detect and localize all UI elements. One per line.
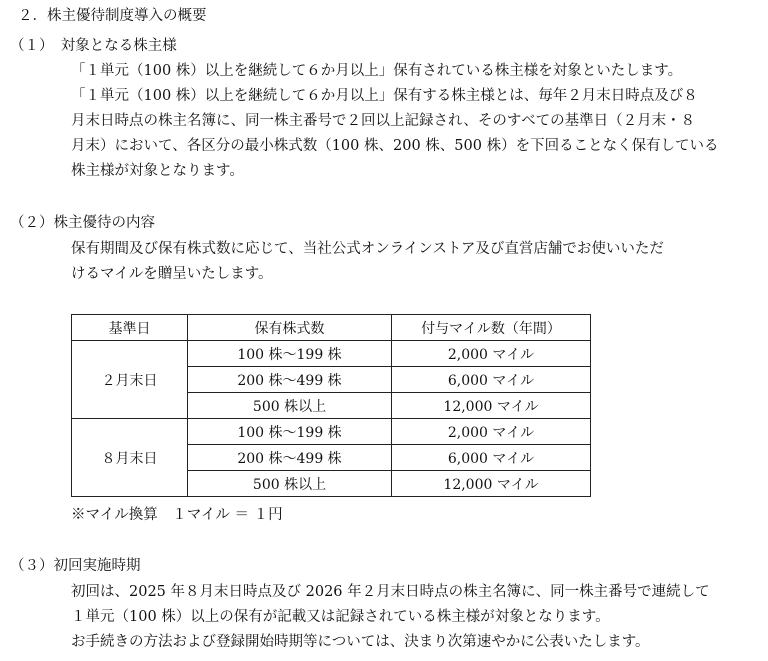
subsection-3-paragraph-line: １単元（100 株）以上の保有が記載又は記録されている株主様が対象となります。 — [71, 609, 610, 625]
table-row — [72, 419, 591, 445]
miles-cell: 6,000 マイル — [392, 445, 591, 471]
shares-cell: 200 株～499 株 — [188, 445, 392, 471]
subsection-1-paragraph-2-line: 月末）において、各区分の最小株式数（100 株、200 株、500 株）を下回ることなく保有している — [71, 138, 719, 154]
column-header-shares: 保有株式数 — [188, 315, 392, 341]
subsection-2-heading: （２）株主優待の内容 — [10, 215, 155, 231]
subsection-1-paragraph-1: 「１単元（100 株）以上を継続して６か月以上」保有されている株主様を対象といたします。 — [71, 63, 683, 79]
shares-cell: 500 株以上 — [188, 471, 392, 497]
shares-cell: 100 株～199 株 — [188, 341, 392, 367]
miles-cell: 2,000 マイル — [392, 341, 591, 367]
table-header-row — [72, 315, 591, 341]
shares-cell: 200 株～499 株 — [188, 367, 392, 393]
column-header-record-date: 基準日 — [72, 315, 188, 341]
miles-cell: 12,000 マイル — [392, 471, 591, 497]
table-row — [72, 341, 591, 367]
record-date-cell: ８月末日 — [72, 419, 188, 497]
miles-cell: 6,000 マイル — [392, 367, 591, 393]
miles-cell: 2,000 マイル — [392, 419, 591, 445]
record-date-cell: ２月末日 — [72, 341, 188, 419]
benefit-table — [71, 314, 591, 497]
subsection-2-paragraph-line: 保有期間及び保有株式数に応じて、当社公式オンラインストア及び直営店舗でお使いいただ — [71, 241, 664, 257]
subsection-3-paragraph-line: 初回は、2025 年８月末日時点及び 2026 年２月末日時点の株主名簿に、同一株主番号で連続して — [71, 584, 710, 600]
shares-cell: 100 株～199 株 — [188, 419, 392, 445]
subsection-1-paragraph-2-line: 月末日時点の株主名簿に、同一株主番号で２回以上記録され、そのすべての基準日（２月末・８ — [71, 113, 696, 129]
shares-cell: 500 株以上 — [188, 393, 392, 419]
miles-cell: 12,000 マイル — [392, 393, 591, 419]
subsection-1-paragraph-2-line: 「１単元（100 株）以上を継続して６か月以上」保有する株主様とは、毎年２月末日時点及び８ — [71, 88, 698, 104]
subsection-2-paragraph-line: けるマイルを贈呈いたします。 — [71, 266, 273, 282]
section-heading: ２．株主優待制度導入の概要 — [18, 8, 207, 24]
column-header-miles: 付与マイル数（年間） — [392, 315, 591, 341]
subsection-3-paragraph-line: お手続きの方法および登録開始時期等については、決まり次第速やかに公表いたします。 — [71, 634, 650, 650]
subsection-1-heading: （１） 対象となる株主様 — [10, 38, 177, 54]
subsection-1-paragraph-2-line: 株主様が対象となります。 — [71, 163, 244, 179]
mile-conversion-note: ※マイル換算 １マイル ＝ １円 — [71, 507, 283, 523]
subsection-3-heading: （３）初回実施時期 — [10, 558, 141, 574]
